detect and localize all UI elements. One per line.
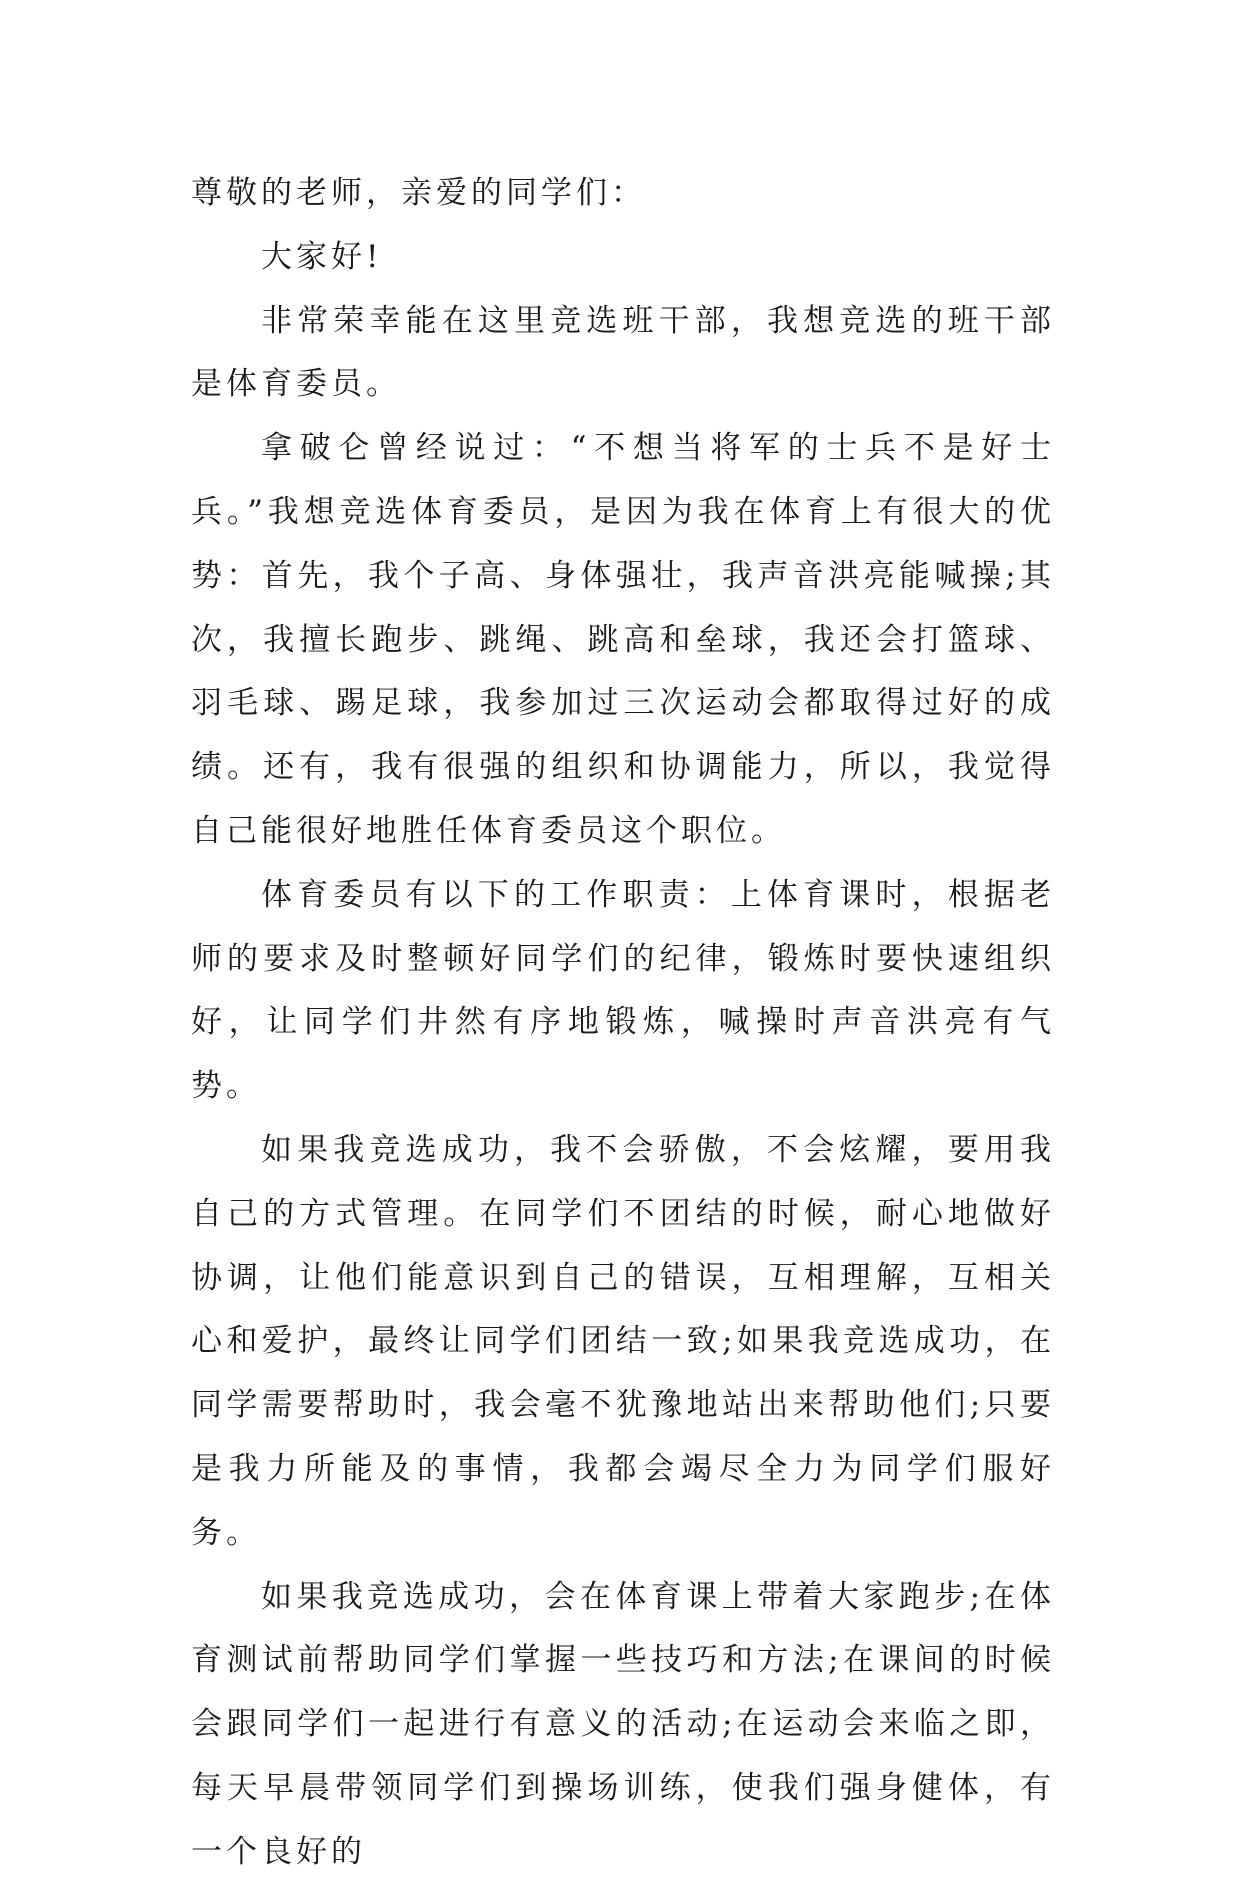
paragraph-duties: 体育委员有以下的工作职责：上体育课时，根据老师的要求及时整顿好同学们的纪律，锻炼时要快速组织好，让同学们井然有序地锻炼，喊操时声音洪亮有气势。 [191, 876, 1055, 1105]
paragraph-strengths: 拿破仑曾经说过：“不想当将军的士兵不是好士兵。”我想竞选体育委员，是因为我在体育上有很大的优势：首先，我个子高、身体强壮，我声音洪亮能喊操;其次，我擅长跑步、跳绳、跳高和垒球，我还会打篮球、羽毛球、踢足球，我参加过三次运动会都取得过好的成绩。还有，我有很强的组织和协调能力，所以，我觉得自己能很好地胜任体育委员这个职位。 [191, 430, 1055, 849]
paragraph-greeting: 大家好! [261, 238, 383, 275]
paragraph-plans: 如果我竞选成功，会在体育课上带着大家跑步;在体育测试前帮助同学们掌握一些技巧和方法;在课间的时候会跟同学们一起进行有意义的活动;在运动会来临之即，每天早晨带领同学们到操场训练，使我们强身健体，有一个良好的 [191, 1578, 1055, 1870]
speech-body [191, 162, 1055, 1885]
salutation: 尊敬的老师，亲爱的同学们： [191, 175, 646, 211]
paragraph-intent: 非常荣幸能在这里竞选班干部，我想竞选的班干部是体育委员。 [191, 302, 1055, 403]
paragraph-management: 如果我竞选成功，我不会骄傲，不会炫耀，要用我自己的方式管理。在同学们不团结的时候，耐心地做好协调，让他们能意识到自己的错误，互相理解，互相关心和爱护，最终让同学们团结一致;如果我竞选成功，在同学需要帮助时，我会毫不犹豫地站出来帮助他们;只要是我力所能及的事情，我都会竭尽全力为同学们服好务。 [191, 1131, 1055, 1551]
